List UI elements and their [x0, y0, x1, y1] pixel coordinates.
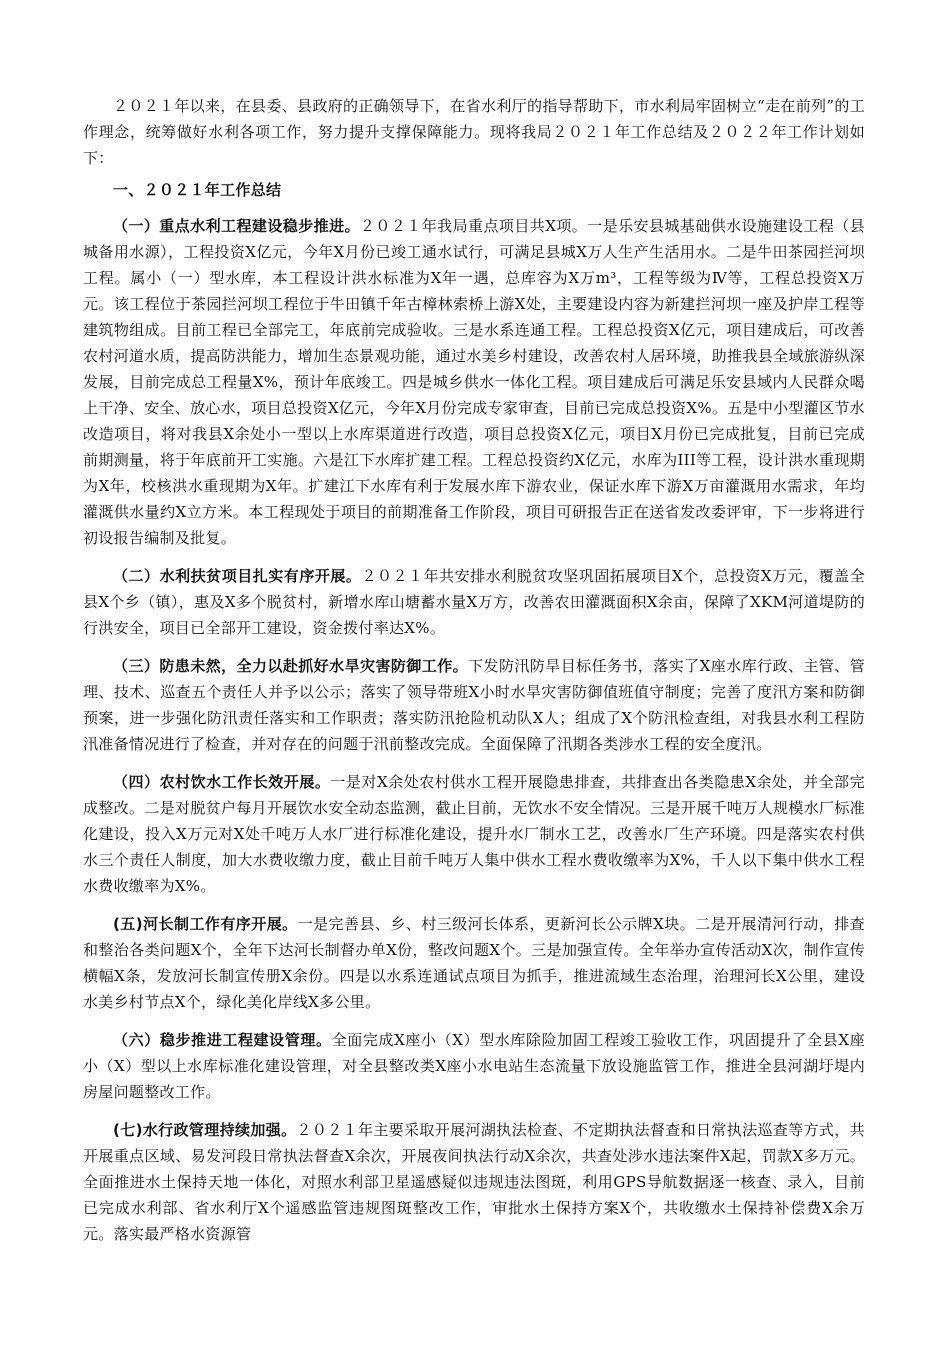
item-paragraph — [83, 1117, 865, 1247]
intro-paragraph: ２０２１年以来，在县委、县政府的正确领导下，在省水利厅的指导帮助下，市水利局牢固树立“走在前列”的工作理念，统筹做好水利各项工作，努力提升支撑保障能力。现将我局２０２１年工作总结及２０２２年工作计划如下： — [83, 97, 865, 167]
item-paragraph — [83, 769, 865, 899]
item-paragraph — [83, 213, 865, 551]
item-body: 下发防汛防旱目标任务书，落实了X座水库行政、主管、管理、技术、巡查五个责任人并予以公示；落实了领导带班X小时水旱灾害防御值班值守制度；完善了度汛方案和防御预案，进一步强化防汛责任落实和工作职责；落实防汛抢险机动队X人；组成了X个防汛检查组，对我县水利工程防汛准备情况进行了检查，并对存在的问题于汛前整改完成。全面保障了汛期各类涉水工程的安全度汛。 — [83, 657, 866, 753]
item-lead: （二）水利扶贫项目扎实有序开展。 — [113, 567, 362, 585]
item-paragraph — [83, 563, 865, 641]
item-body: 一是完善县、乡、村三级河长体系，更新河长公示牌X块。二是开展清河行动，排查和整治各类问题X个，全年下达河长制督办单X份，整改问题X个。三是加强宣传。全年举办宣传活动X次，制作宣传横幅X条，发放河长制宣传册X余份。四是以水系连通试点项目为抓手，推进流域生态治理，治理河长X公里，建设水美乡村节点X个，绿化美化岸线X多公里。 — [83, 915, 865, 1011]
document-page — [83, 93, 865, 1259]
item-body: ２０２１年我局重点项目共X项。一是乐安县城基础供水设施建设工程（县城备用水源），工程投资X亿元，今年X月份已竣工通水试行，可满足县城X万人生产生活用水。二是牛田茶园拦河坝工程。属小（一）型水库，本工程设计洪水标准为X年一遇，总库容为X万m³，工程等级为Ⅳ等，工程总投资X万元。该工程位于茶园拦河坝工程位于牛田镇千年古樟林索桥上游X处，主要建设内容为新建拦河坝一座及护岸工程等建筑物组成。目前工程已全部完工，年底前完成验收。三是水系连通工程。工程总投资X亿元，项目建成后，可改善农村河道水质，提高防洪能力，增加生态景观功能，通过水美乡村建设，改善农村人居环境，助推我县全域旅游纵深发展，目前完成总工程量X%，预计年底竣工。四是城乡供水一体化工程。项目建成后可满足乐安县域内人民群众喝上干净、安全、放心水，项目总投资X亿元，今年X月份完成专家审查，目前已完成总投资X%。五是中小型灌区节水改造项目，将对我县X余处小一型以上水库渠道进行改造，项目总投资X亿元，项目X月份已完成批复，目前已完成前期测量，将于年底前开工实施。六是江下水库扩建工程。工程总投资约X亿元，水库为III等工程，设计洪水重现期为X年，校核洪水重现期为X年。扩建江下水库有利于发展水库下游农业，保证水库下游X万亩灌溉用水需求，年均灌溉供水量约X立方米。本工程现处于项目的前期准备工作阶段，项目可研报告正在送省发改委评审，下一步将进行初设报告编制及批复。 — [83, 217, 865, 547]
item-paragraph — [83, 911, 865, 1015]
item-lead: (七)水行政管理持续加强。 — [113, 1121, 297, 1139]
item-body: 全面完成X座小（X）型水库除险加固工程竣工验收工作，巩固提升了全县X座小（X）型以上水库标准化建设管理，对全县整改类X座小水电站生态流量下放设施监管工作，推进全县河湖圩堤内房屋问题整改工作。 — [83, 1031, 865, 1101]
item-lead: （一）重点水利工程建设稳步推进。 — [113, 217, 360, 235]
section-heading: 一、２０２１年工作总结 — [113, 181, 282, 199]
item-lead: （六）稳步推进工程建设管理。 — [113, 1031, 332, 1049]
item-body: ２０２１年主要采取开展河湖执法检查、不定期执法督查和日常执法巡查等方式，共开展重点区域、易发河段日常执法督查X余次，开展夜间执法行动X余次，共查处涉水违法案件X起，罚款X多万元。全面推进水土保持天地一体化，对照水利部卫星遥感疑似违规违法图斑，利用GPS导航数据逐一核查、录入，目前已完成水利部、省水利厅X个遥感监管违规图斑整改工作，审批水土保持方案X个，共收缴水土保持补偿费X余万元。落实最严格水资源管 — [83, 1121, 865, 1243]
item-paragraph — [83, 653, 865, 757]
item-lead: (五)河长制工作有序开展。 — [113, 915, 298, 933]
item-paragraph — [83, 1027, 865, 1105]
item-lead: （三）防患未然，全力以赴抓好水旱灾害防御工作。 — [113, 657, 469, 675]
item-body: ２０２１年共安排水利脱贫攻坚巩固拓展项目X个，总投资X万元，覆盖全县X个乡（镇），惠及X多个脱贫村，新增水库山塘蓄水量X万方，改善农田灌溉面积X余亩，保障了XKM河道堤防的行洪安全，项目已全部开工建设，资金拨付率达X%。 — [83, 567, 865, 637]
item-lead: （四）农村饮水工作长效开展。 — [113, 773, 331, 791]
item-body: 一是对X余处农村供水工程开展隐患排查，共排查出各类隐患X余处，并全部完成整改。二是对脱贫户每月开展饮水安全动态监测，截止目前，无饮水不安全情况。三是开展千吨万人规模水厂标准化建设，投入X万元对X处千吨万人水厂进行标准化建设，提升水厂制水工艺，改善水厂生产环境。四是落实农村供水三个责任人制度，加大水费收缴力度，截止目前千吨万人集中供水工程水费收缴率为X%，千人以下集中供水工程水费收缴率为X%。 — [83, 773, 865, 895]
